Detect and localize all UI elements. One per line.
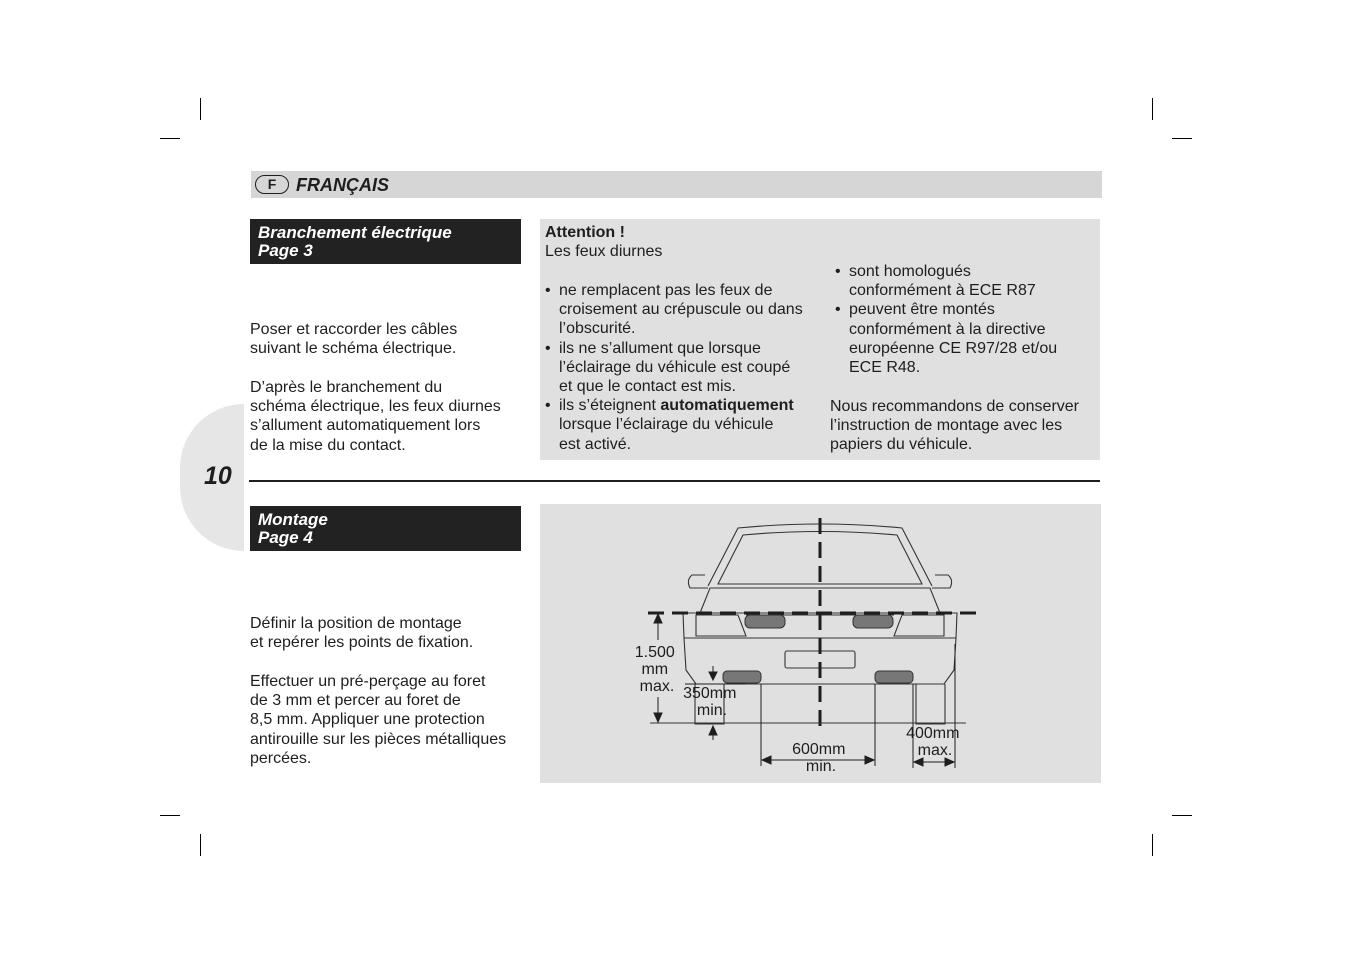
electrical-paragraph-1: Poser et raccorder les câbles suivant le schéma électrique. — [250, 321, 458, 358]
crop-mark — [200, 98, 201, 120]
section-divider — [249, 480, 1100, 482]
language-header — [251, 171, 1102, 198]
section-heading-page: Page 4 — [258, 528, 313, 547]
language-badge: F — [255, 175, 289, 194]
electrical-paragraph-2: D’après le branchement du schéma électrique, les feux diurnes s’allument automatiquement lors de la mise du contact. — [250, 379, 501, 454]
spacing-min-label: 600mm min. — [792, 741, 846, 775]
drl-right — [875, 671, 913, 683]
right-mirror — [932, 575, 952, 588]
right-headlight — [894, 615, 944, 636]
left-headlight — [696, 615, 746, 636]
crop-mark — [1152, 98, 1153, 120]
attention-bullets-right — [835, 262, 1057, 377]
attention-bullet: • ils ne s’allument que lorsque l’éclairage du véhicule est coupé et que le contact est mis. — [545, 339, 803, 397]
fog-lamp-right — [853, 615, 893, 628]
section-heading-electrical — [250, 219, 521, 264]
attention-bullets-left — [545, 281, 803, 454]
fog-lamp-left — [745, 615, 785, 628]
section-heading-title: Montage — [258, 510, 328, 529]
right-wheel — [916, 684, 945, 724]
crop-mark — [200, 834, 201, 856]
crop-mark — [160, 815, 180, 816]
height-min-label: 350mm min. — [683, 685, 737, 719]
mounting-paragraph-2: Effectuer un pré-perçage au foret de 3 mm et percer au foret de 8,5 mm. Appliquer une protection antirouille sur les pièces métalliques percées. — [250, 673, 507, 767]
edge-max-label: 400mm max. — [906, 725, 960, 759]
car-front-diagram — [540, 504, 1101, 783]
attention-bullet: • peuvent être montés conformément à la directive européenne CE R97/28 et/ou ECE R48. — [835, 300, 1057, 377]
mounting-paragraph-1: Définir la position de montage et repérer les points de fixation. — [250, 615, 474, 652]
section-heading-page: Page 3 — [258, 241, 313, 260]
crop-mark — [1172, 138, 1192, 139]
left-mirror — [688, 575, 708, 588]
page-number: 10 — [204, 462, 232, 490]
drl-left — [723, 671, 761, 683]
attention-bullet: • ne remplacent pas les feux de croisement au crépuscule ou dans l’obscurité. — [545, 281, 803, 339]
mounting-diagram — [540, 504, 1101, 783]
crop-mark — [1172, 815, 1192, 816]
crop-mark — [1152, 834, 1153, 856]
crop-mark — [160, 138, 180, 139]
attention-bullet: • sont homologués conformément à ECE R87 — [835, 262, 1057, 300]
attention-title: Attention ! — [545, 224, 625, 241]
section-heading-title: Branchement électrique — [258, 223, 452, 242]
attention-intro: Les feux diurnes — [545, 243, 663, 261]
attention-header — [545, 223, 662, 261]
attention-bullet: • ils s’éteignent automatiquement lorsque l’éclairage du véhicule est activé. — [545, 396, 803, 454]
attention-recommendation: Nous recommandons de conserver l’instruction de montage avec les papiers du véhicule. — [830, 398, 1080, 454]
language-title: FRANÇAIS — [296, 175, 389, 195]
section-heading-mounting — [250, 506, 521, 551]
height-max-label: 1.500 mm max. — [634, 644, 675, 695]
